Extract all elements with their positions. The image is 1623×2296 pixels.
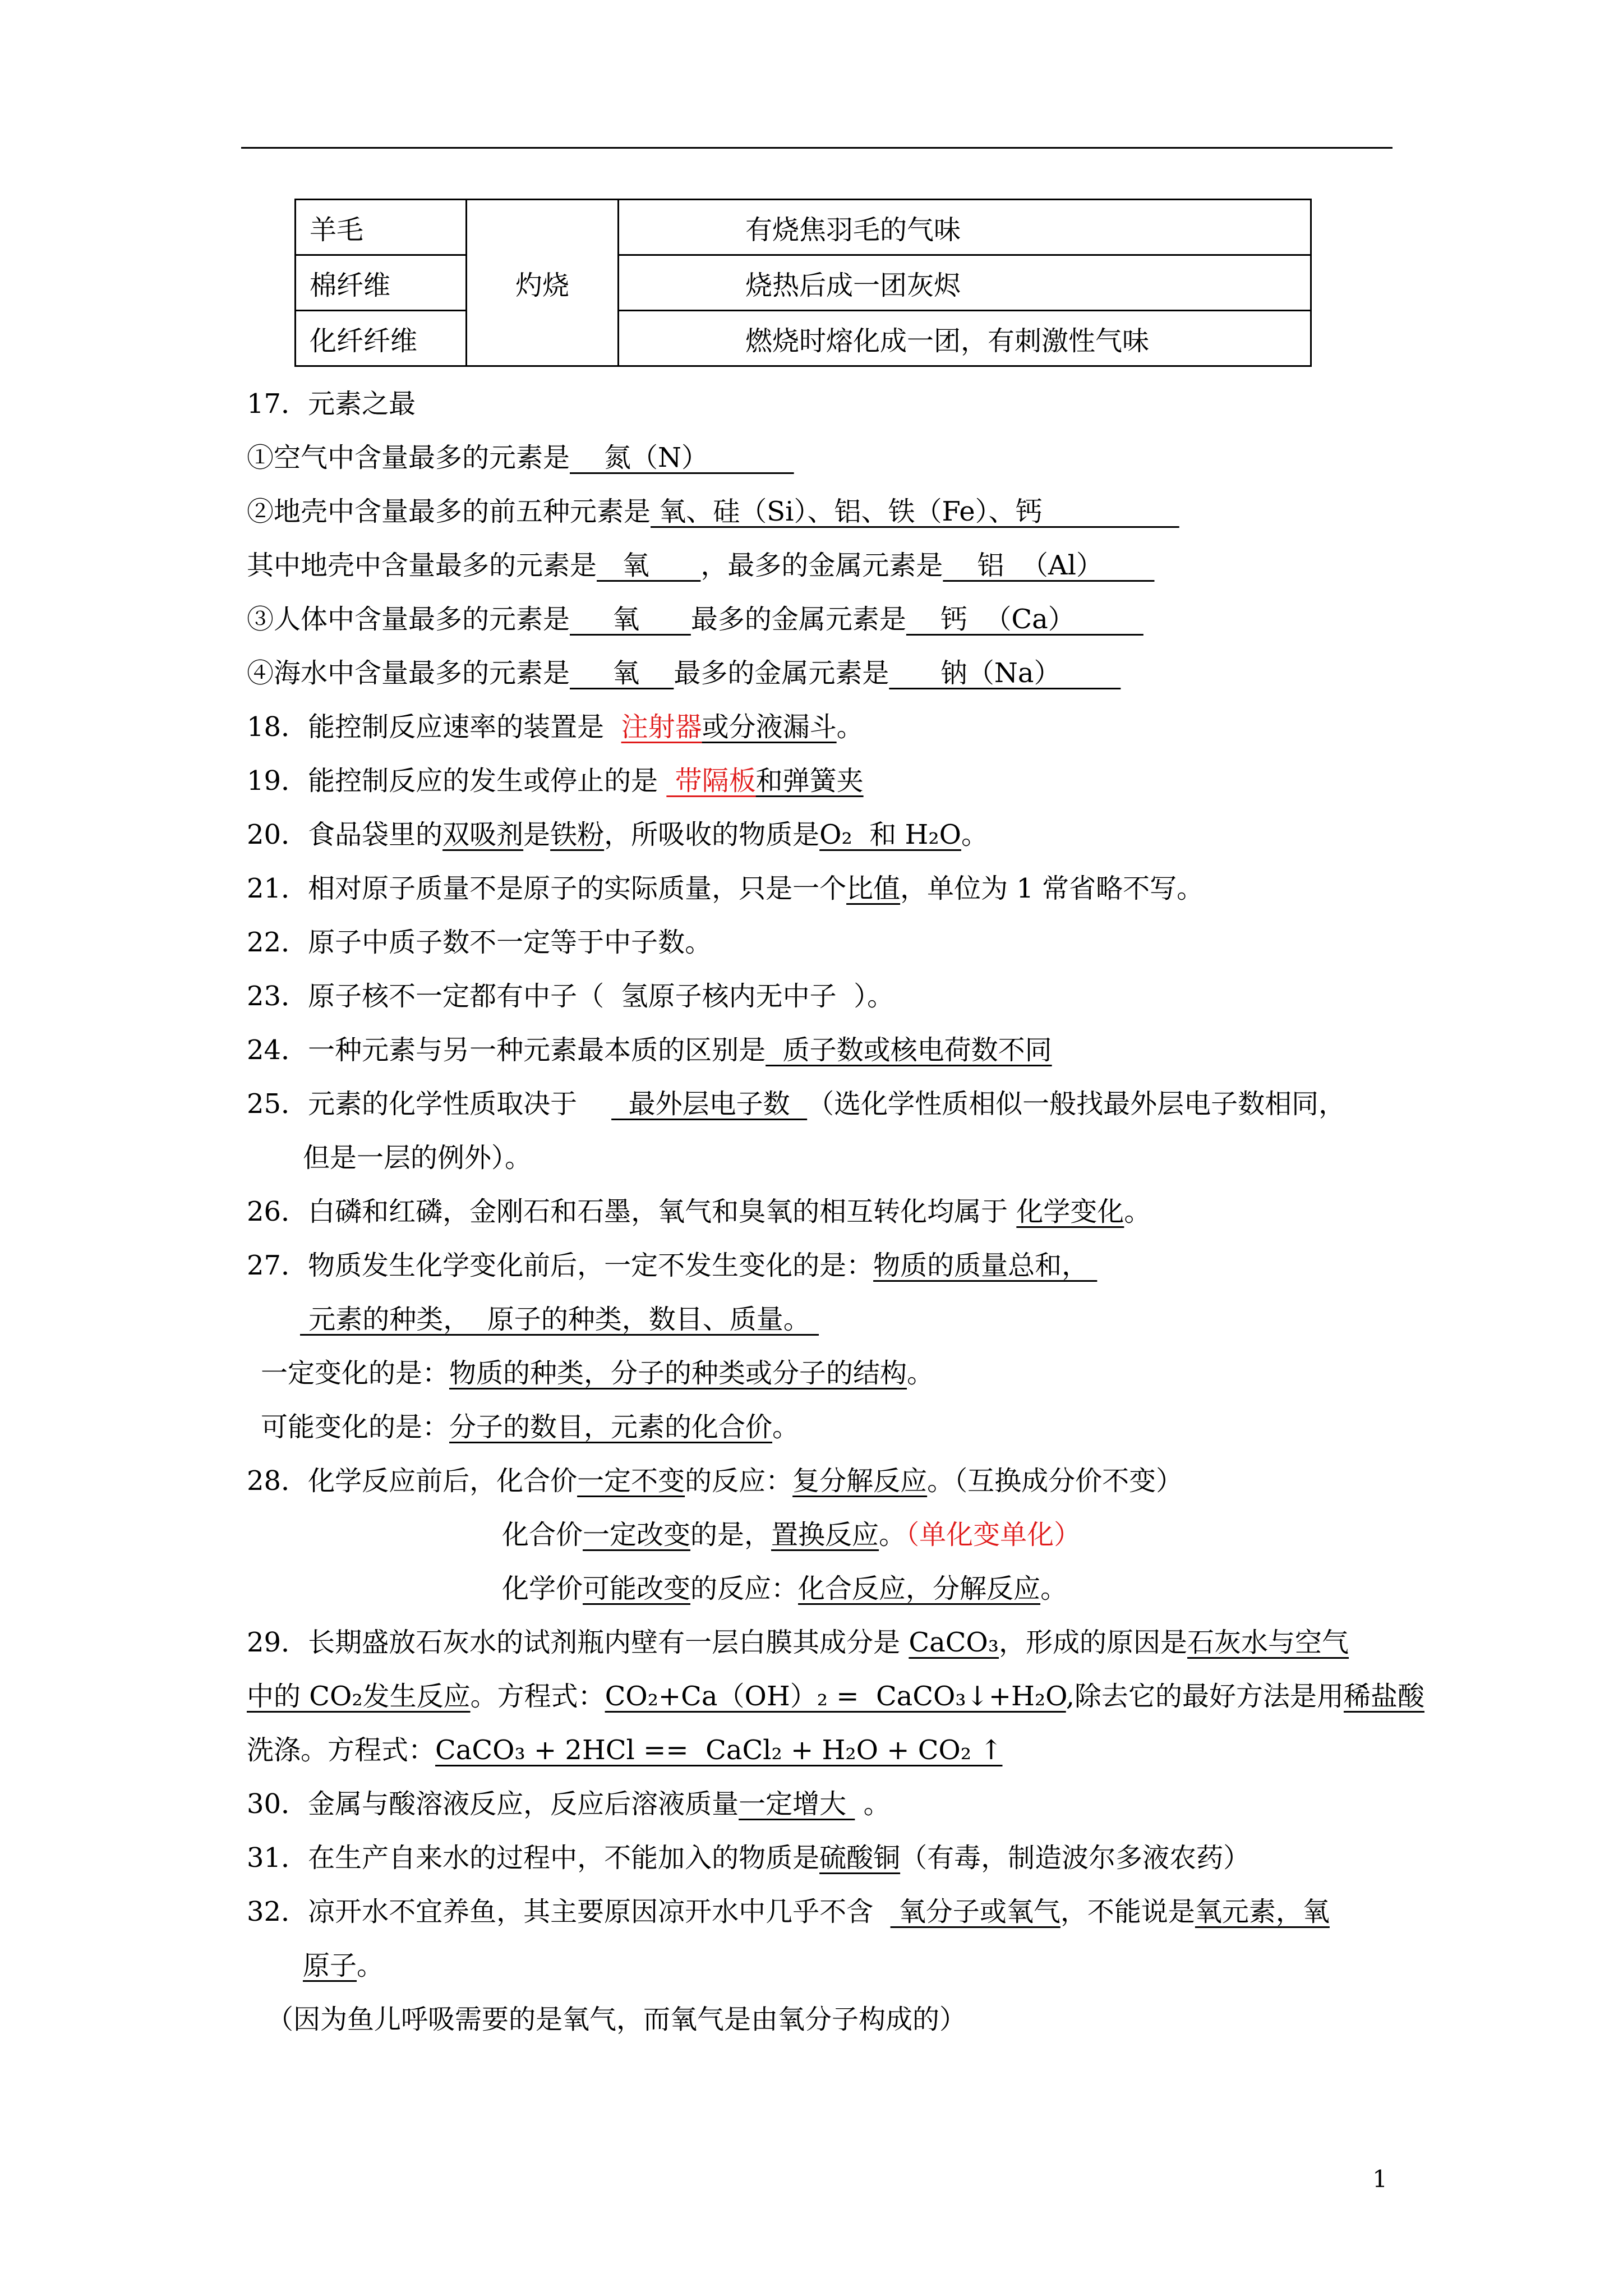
text: ，不能说是 xyxy=(1060,1896,1195,1927)
text: ②地壳中含量最多的前五种元素是 xyxy=(247,496,651,527)
method-cell: 灼烧 xyxy=(467,200,619,366)
text: ，单位为 1 常省略不写。 xyxy=(900,873,1204,904)
material-cell: 羊毛 xyxy=(296,200,467,255)
item-20 xyxy=(247,818,988,852)
answer: 钠（Na） xyxy=(889,657,1121,689)
answer: 双吸剂 xyxy=(442,819,524,850)
item-23: 23．原子核不一定都有中子（ 氢原子核内无中子 ）。 xyxy=(247,981,895,1012)
table-row xyxy=(296,200,1311,255)
answer: 铁粉 xyxy=(550,819,605,850)
item-32 xyxy=(247,1895,1330,1929)
text: 25．元素的化学性质取决于 xyxy=(247,1088,612,1120)
answer: 一定改变 xyxy=(583,1519,691,1550)
item-31 xyxy=(247,1841,1250,1875)
answer: 氮（N） xyxy=(570,442,794,473)
text: 最多的金属元素是 xyxy=(674,657,889,689)
text: 27．物质发生化学变化前后，一定不发生变化的是： xyxy=(247,1250,874,1281)
answer: 氧 xyxy=(570,604,691,635)
answer: 氧、硅（Si）、铝、铁（Fe）、钙 xyxy=(651,496,1179,527)
header-rule xyxy=(241,147,1393,149)
text: 26．白磷和红磷，金刚石和石墨，氧气和臭氧的相互转化均属于 xyxy=(247,1196,1017,1227)
answer: 氧 xyxy=(570,657,674,689)
text: 20．食品袋里的 xyxy=(247,819,443,850)
item-17-body xyxy=(247,602,1144,636)
item-17-crust-most xyxy=(247,549,1154,582)
text: 洗涤。方程式： xyxy=(247,1734,436,1766)
text: 。 xyxy=(772,1411,800,1443)
text: 21．相对原子质量不是原子的实际质量，只是一个 xyxy=(247,873,847,904)
item-18 xyxy=(247,710,864,744)
answer: 石灰水与空气 xyxy=(1187,1627,1349,1658)
answer: 物质的质量总和， xyxy=(873,1250,1098,1281)
answer: 最外层电子数 xyxy=(611,1088,808,1120)
text: 最多的金属元素是 xyxy=(690,604,906,635)
item-30 xyxy=(247,1787,891,1821)
item-27-changed xyxy=(261,1356,934,1390)
text: 的反应： xyxy=(685,1465,793,1497)
item-32-cont xyxy=(303,1949,384,1982)
answer: 铝 （Al） xyxy=(943,550,1155,581)
answer: 中的 CO₂发生反应 xyxy=(247,1681,471,1712)
text: 30．金属与酸溶液反应，反应后溶液质量 xyxy=(247,1788,739,1820)
item-17-air xyxy=(247,441,794,475)
answer: 化合反应，分解反应 xyxy=(798,1573,1041,1604)
item-21 xyxy=(247,872,1204,905)
answer: 置换反应 xyxy=(771,1519,879,1550)
answer: 硫酸铜 xyxy=(819,1842,901,1874)
item-25-cont: 但是一层的例外）。 xyxy=(303,1142,532,1174)
text: 19．能控制反应的发生或停止的是 xyxy=(247,765,667,797)
text: 18．能控制反应速率的装置是 xyxy=(247,711,621,743)
item-28-c xyxy=(502,1572,1067,1605)
answer: 一定增大 xyxy=(739,1788,855,1820)
item-27 xyxy=(247,1249,1097,1282)
item-29-b xyxy=(247,1680,1424,1713)
answer: 一定不变 xyxy=(577,1465,685,1497)
answer: 氧元素，氧 xyxy=(1195,1896,1330,1927)
text: （有毒，制造波尔多液农药） xyxy=(900,1842,1251,1874)
item-28 xyxy=(247,1464,1183,1498)
result-cell: 燃烧时熔化成一团，有刺激性气味 xyxy=(619,311,1311,366)
table-row xyxy=(296,255,1311,311)
answer: 质子数或核电荷数不同 xyxy=(766,1034,1052,1066)
answer: 原子 xyxy=(303,1950,357,1981)
text: 32．凉开水不宜养鱼，其主要原因凉开水中几乎不含 xyxy=(247,1896,891,1927)
text: ①空气中含量最多的元素是 xyxy=(247,442,570,473)
answer: 物质的种类，分子的种类或分子的结构 xyxy=(449,1358,907,1389)
text: 化合价 xyxy=(502,1519,583,1550)
text: ④海水中含量最多的元素是 xyxy=(247,657,570,689)
result-cell: 烧热后成一团灰烬 xyxy=(619,255,1311,311)
item-19 xyxy=(247,764,864,798)
text: 29．长期盛放石灰水的试剂瓶内壁有一层白膜其成分是 xyxy=(247,1627,909,1658)
item-17-heading: 17．元素之最 xyxy=(247,388,416,420)
text: 。 xyxy=(1124,1196,1151,1227)
text: （选化学性质相似一般找最外层电子数相同， xyxy=(807,1088,1346,1120)
text: 。 xyxy=(879,1519,906,1550)
text: 一定变化的是： xyxy=(261,1358,450,1389)
text: 。 xyxy=(907,1358,934,1389)
answer: 可能改变 xyxy=(583,1573,691,1604)
text: 31．在生产自来水的过程中，不能加入的物质是 xyxy=(247,1842,820,1874)
text: 。 xyxy=(855,1788,891,1820)
page-number: 1 xyxy=(1372,2165,1387,2193)
fiber-identification-table xyxy=(294,199,1312,367)
text: ③人体中含量最多的元素是 xyxy=(247,604,570,635)
text: 的是， xyxy=(690,1519,772,1550)
text: 24．一种元素与另一种元素最本质的区别是 xyxy=(247,1034,766,1066)
answer: 化学变化 xyxy=(1016,1196,1124,1227)
item-28-b xyxy=(502,1518,1081,1552)
answer: 氧分子或氧气 xyxy=(890,1896,1061,1927)
answer: O₂ 和 H₂O xyxy=(819,819,961,850)
answer: 复分解反应 xyxy=(792,1465,928,1497)
answer: CaCO₃ + 2HCl == CaCl₂ + H₂O + CO₂ ↑ xyxy=(435,1734,1003,1766)
table-row xyxy=(296,311,1311,366)
item-25 xyxy=(247,1087,1345,1121)
item-22: 22．原子中质子数不一定等于中子数。 xyxy=(247,927,712,958)
text: 的反应： xyxy=(690,1573,799,1604)
text: 。（互换成分价不变） xyxy=(927,1465,1183,1497)
text: 化学价 xyxy=(502,1573,583,1604)
text: 。方程式： xyxy=(470,1681,605,1712)
answer: 钙 （Ca） xyxy=(906,604,1144,635)
answer: CO₂+Ca（OH）₂ = CaCO₃↓+H₂O xyxy=(605,1681,1066,1712)
text: ，所吸收的物质是 xyxy=(604,819,820,850)
material-cell: 化纤纤维 xyxy=(296,311,467,366)
item-32-note: （因为鱼儿呼吸需要的是氧气，而氧气是由氧分子构成的） xyxy=(266,2004,967,2035)
text: ，最多的金属元素是 xyxy=(700,550,943,581)
item-27-cont xyxy=(300,1303,819,1336)
answer: 稀盐酸 xyxy=(1343,1681,1424,1712)
answer: 元素的种类， 原子的种类，数目、质量。 xyxy=(300,1304,819,1335)
item-27-possible xyxy=(261,1410,799,1444)
item-29 xyxy=(247,1626,1349,1659)
text: ，形成的原因是 xyxy=(999,1627,1188,1658)
item-17-crust xyxy=(247,495,1179,528)
item-26 xyxy=(247,1195,1151,1228)
text: 。 xyxy=(1040,1573,1068,1604)
result-cell: 有烧焦羽毛的气味 xyxy=(619,200,1311,255)
text: 。 xyxy=(961,819,988,850)
answer: 比值 xyxy=(846,873,901,904)
item-17-sea xyxy=(247,656,1121,690)
text: 可能变化的是： xyxy=(261,1411,450,1443)
item-24 xyxy=(247,1033,1052,1067)
answer: 和弹簧夹 xyxy=(755,765,864,797)
answer: 氧 xyxy=(597,550,701,581)
text: 28．化学反应前后，化合价 xyxy=(247,1465,578,1497)
text: ,除去它的最好方法是用 xyxy=(1066,1681,1344,1712)
text: 其中地壳中含量最多的元素是 xyxy=(247,550,597,581)
answer-red: 注射器 xyxy=(621,711,702,743)
answer: 或分液漏斗 xyxy=(702,711,837,743)
note-red: （单化变单化） xyxy=(906,1519,1081,1550)
material-cell: 棉纤维 xyxy=(296,255,467,311)
text: 。 xyxy=(836,711,864,743)
text: 是 xyxy=(523,819,551,850)
answer: 分子的数目，元素的化合价 xyxy=(449,1411,773,1443)
answer-red: 带隔板 xyxy=(666,765,756,797)
answer: CaCO₃ xyxy=(909,1627,999,1658)
item-29-c xyxy=(247,1733,1002,1767)
text: 。 xyxy=(357,1950,384,1981)
